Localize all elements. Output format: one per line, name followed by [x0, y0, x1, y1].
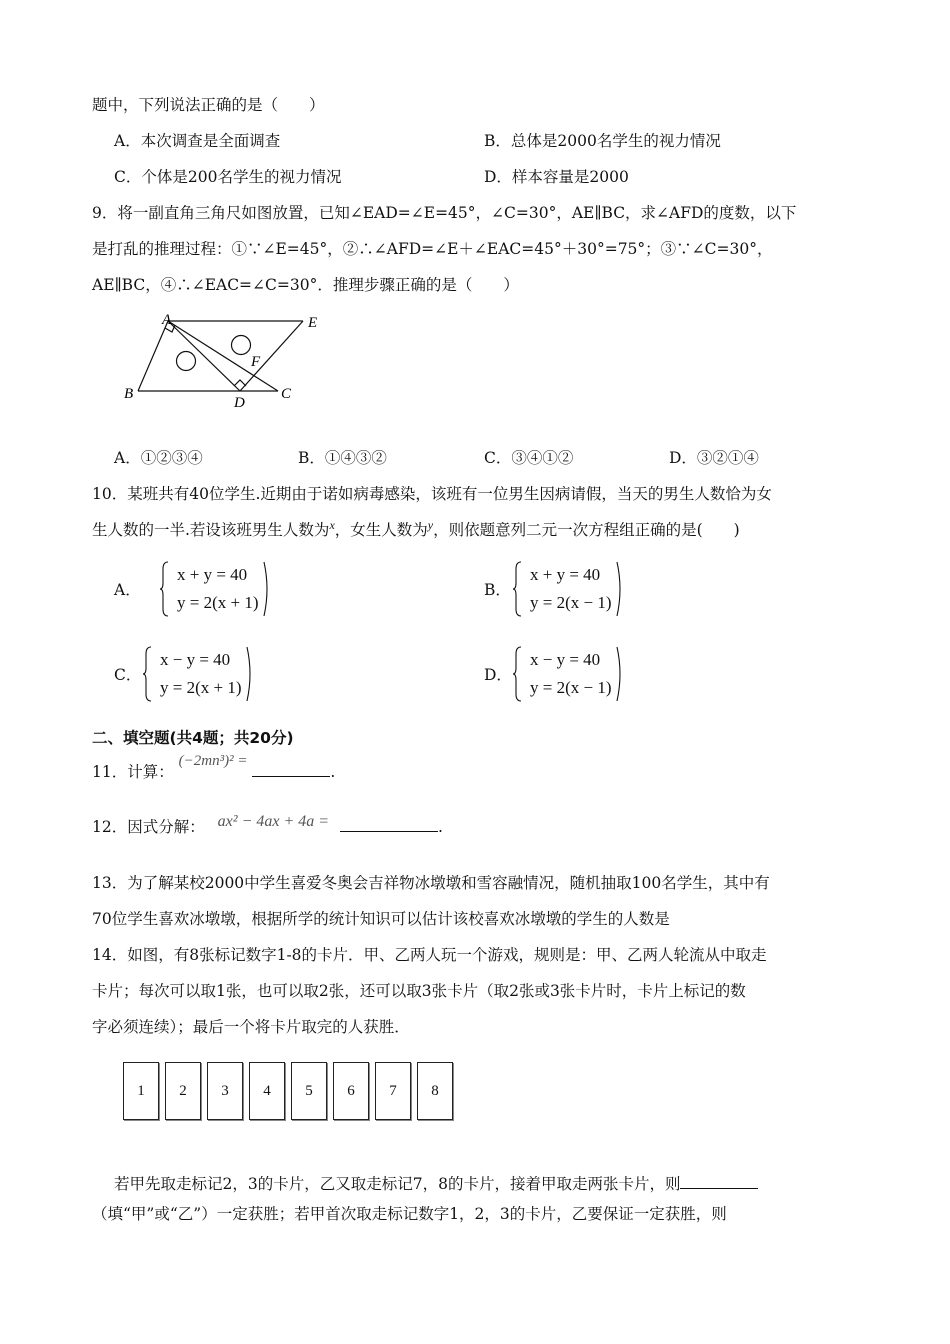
q8-option-c: C．个体是200名学生的视力情况	[114, 168, 342, 186]
card-5: 5	[291, 1062, 327, 1120]
card-1: 1	[123, 1062, 159, 1120]
label-e: E	[308, 315, 318, 331]
q14-line-1: 14．如图，有8张标记数字1-8的卡片．甲、乙两人玩一个游戏，规则是：甲、乙两人轮流从中取走	[92, 946, 767, 964]
q14-answer-blank[interactable]	[680, 1174, 758, 1189]
label-d: D	[234, 395, 245, 411]
q12-label: 12．因式分解：	[92, 818, 205, 836]
label-b: B	[124, 386, 134, 402]
equation-2: y = 2(x + 1)	[160, 678, 242, 697]
equation-2: y = 2(x − 1)	[530, 678, 612, 697]
label-a: A	[162, 312, 172, 328]
q10-option-b	[484, 561, 624, 617]
q9-option-c: C．③④①②	[484, 449, 574, 467]
q10-text-a: 生人数的一半.若设该班男生人数为	[92, 521, 330, 540]
equation-1: x + y = 40	[530, 565, 601, 584]
right-paren-icon	[616, 561, 624, 617]
q14-after-line-1	[114, 1172, 758, 1194]
q8-option-d: D．样本容量是2000	[484, 168, 629, 186]
card-7: 7	[375, 1062, 411, 1120]
equation-2: y = 2(x − 1)	[530, 593, 612, 612]
q11	[92, 753, 336, 782]
label-c: C	[281, 386, 292, 402]
q8-option-a: A．本次调查是全面调查	[114, 132, 281, 150]
left-brace-icon	[512, 561, 522, 617]
card-3: 3	[207, 1062, 243, 1120]
q12-expression: ax² − 4ax + 4a =	[217, 813, 330, 830]
right-paren-icon	[263, 561, 271, 617]
q9-option-a: A．①②③④	[114, 449, 203, 467]
equation-2: y = 2(x + 1)	[177, 593, 259, 612]
card-8: 8	[417, 1062, 453, 1120]
right-paren-icon	[616, 646, 624, 702]
q14-line-3: 字必须连续）；最后一个将卡片取完的人获胜．	[92, 1018, 410, 1036]
q10-line-1: 10．某班共有40位学生.近期由于诺如病毒感染，该班有一位男生因病请假，当天的男生人数恰为女	[92, 485, 772, 503]
q9-line-3: AE∥BC，④∴∠EAC=∠C=30°．推理步骤正确的是（ ）	[92, 276, 519, 294]
var-y: y	[427, 518, 434, 532]
q11-answer-blank[interactable]	[252, 762, 330, 777]
equation-1: x − y = 40	[160, 650, 231, 669]
label-f: F	[251, 354, 261, 370]
left-brace-icon	[159, 561, 169, 617]
section-2-title: 二、填空题(共4题；共20分)	[92, 729, 294, 747]
q14-after-line-2: （填“甲”或“乙”）一定获胜；若甲首次取走标记数字1，2，3的卡片，乙要保证一定获胜，则	[92, 1205, 727, 1223]
option-label: A．	[114, 581, 141, 599]
q10-line-2	[92, 518, 740, 540]
q12	[92, 815, 443, 837]
equation-1: x − y = 40	[530, 650, 601, 669]
q11-label: 11．计算：	[92, 763, 174, 781]
q13-line-1: 13．为了解某校2000中学生喜爱冬奥会吉祥物冰墩墩和雪容融情况，随机抽取100名学生，其中有	[92, 874, 770, 892]
q14-after-text-1: 若甲先取走标记2，3的卡片，乙又取走标记7，8的卡片，接着甲取走两张卡片，则	[114, 1175, 681, 1193]
option-label: D．	[484, 666, 512, 684]
q10-option-d	[484, 646, 624, 702]
q9-line-2: 是打乱的推理过程：①∵∠E=45°，②∴∠AFD=∠E＋∠EAC=45°＋30°=75°；③∵∠C=30°，	[92, 240, 773, 258]
left-brace-icon	[512, 646, 522, 702]
var-x: x	[329, 518, 335, 532]
q13-line-2: 70位学生喜欢冰墩墩，根据所学的统计知识可以估计该校喜欢冰墩墩的学生的人数是	[92, 910, 670, 928]
option-label: C．	[114, 666, 142, 684]
q9-option-d: D．③②①④	[669, 449, 759, 467]
q11-end: .	[330, 763, 336, 781]
card-4: 4	[249, 1062, 285, 1120]
q11-expression: (−2mn³)² =	[178, 753, 248, 769]
q10-option-a	[114, 561, 271, 617]
option-label: B．	[484, 581, 511, 599]
q9-triangle-figure	[118, 308, 333, 413]
q12-answer-blank[interactable]	[340, 817, 438, 832]
card-2: 2	[165, 1062, 201, 1120]
right-paren-icon	[246, 646, 254, 702]
q8-option-b: B．总体是2000名学生的视力情况	[484, 132, 721, 150]
q10-text-c: ，则依题意列二元一次方程组正确的是( )	[433, 521, 740, 540]
q9-option-b: B．①④③②	[298, 449, 387, 467]
q8-stem-tail: 题中，下列说法正确的是（ ）	[92, 96, 325, 114]
q10-text-b: ，女生人数为	[334, 521, 428, 540]
equation-1: x + y = 40	[177, 565, 248, 584]
q12-end: .	[438, 818, 443, 836]
left-brace-icon	[142, 646, 152, 702]
q10-option-c	[114, 646, 254, 702]
card-6: 6	[333, 1062, 369, 1120]
q14-line-2: 卡片；每次可以取1张，也可以取2张，还可以取3张卡片（取2张或3张卡片时，卡片上标记的数	[92, 982, 746, 1000]
q9-line-1: 9．将一副直角三角尺如图放置，已知∠EAD=∠E=45°，∠C=30°，AE∥BC，求∠AFD的度数，以下	[92, 204, 797, 222]
card-row	[123, 1062, 453, 1120]
